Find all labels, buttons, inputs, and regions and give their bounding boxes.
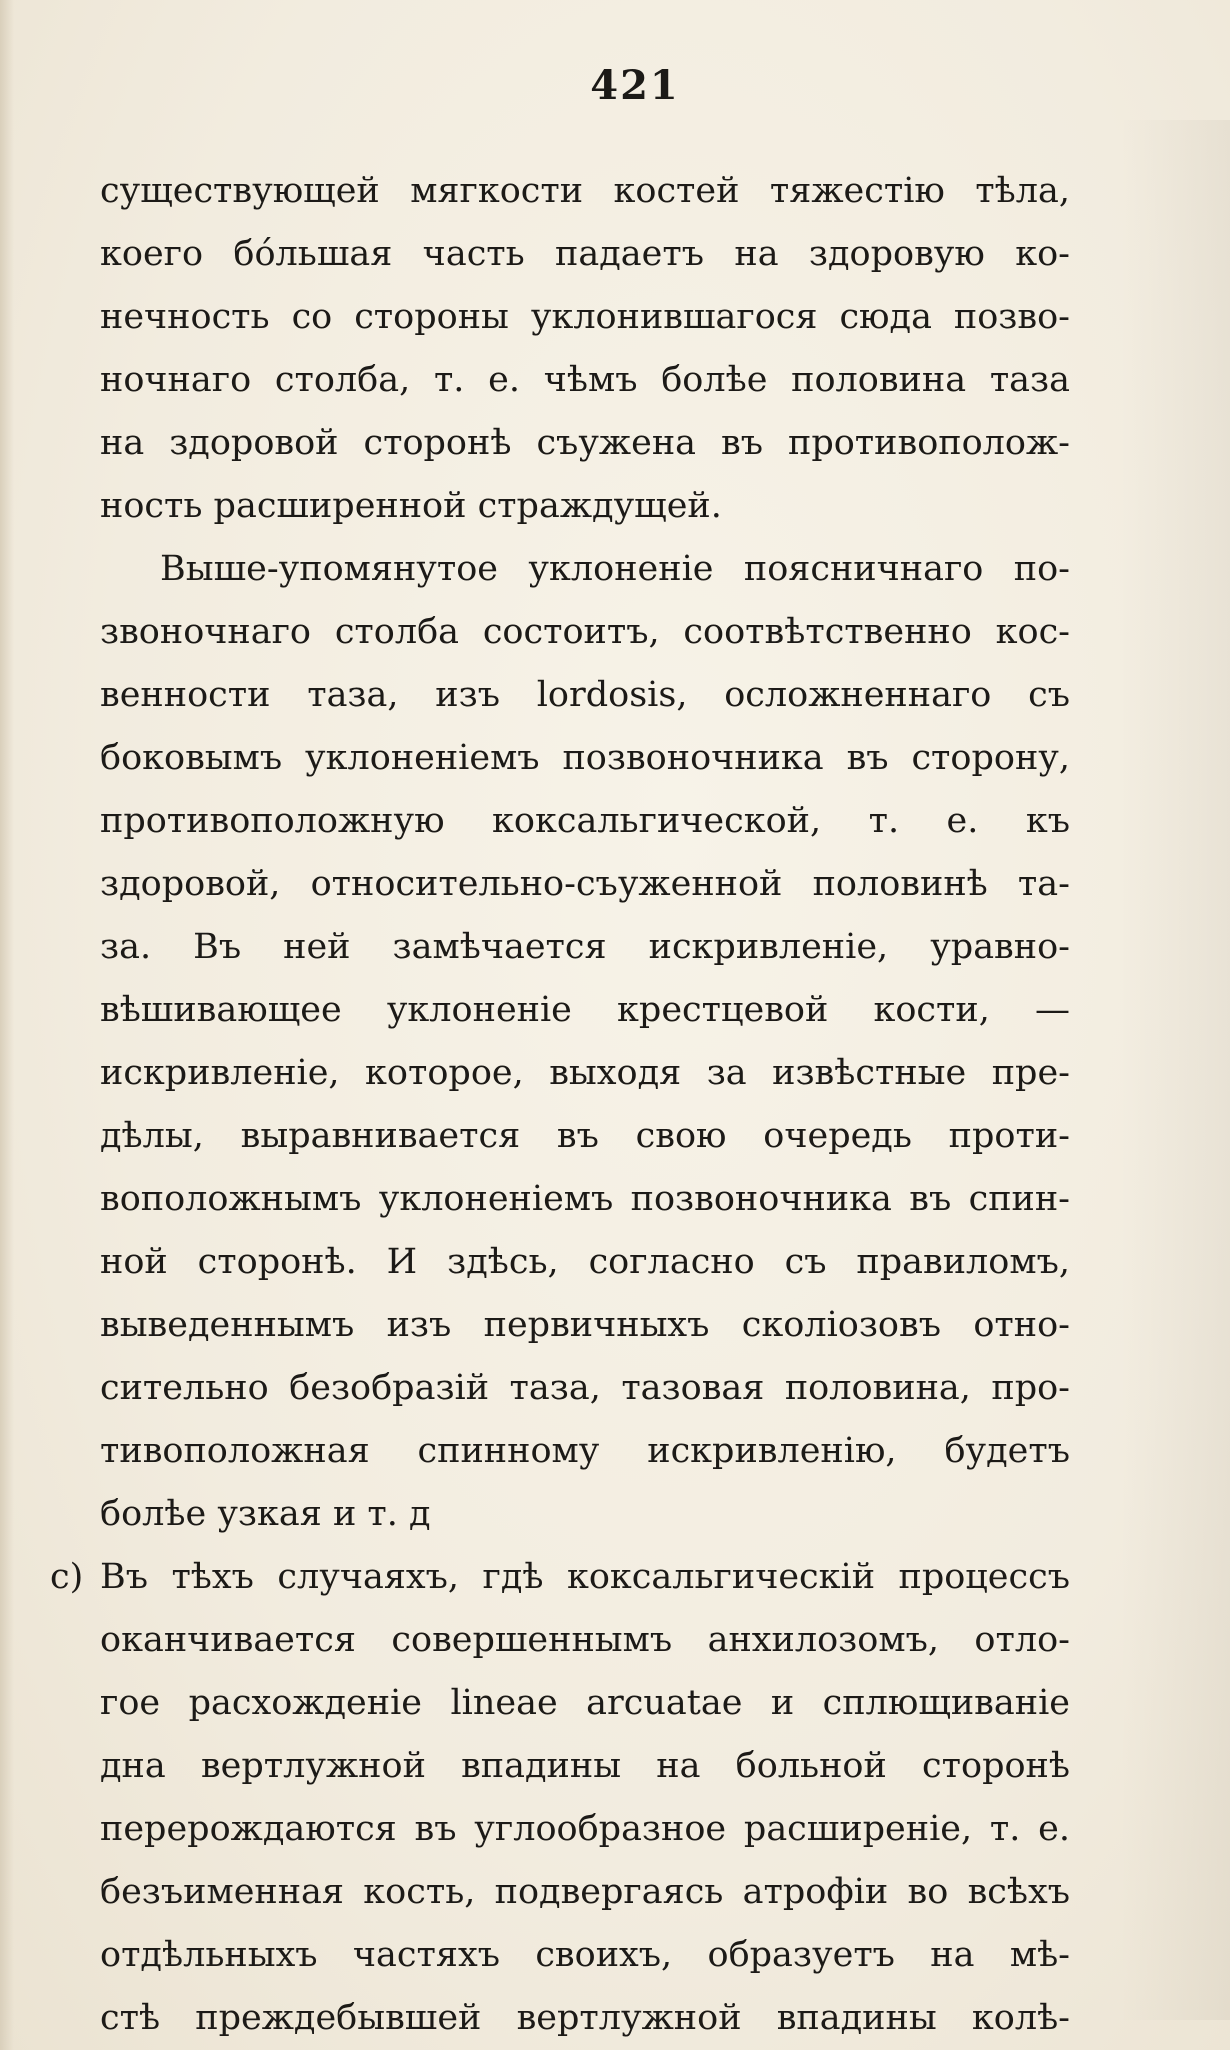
text-line: дна вертлужной впадины на больной сторонѣ bbox=[100, 1746, 1070, 1786]
text-block bbox=[50, 160, 1070, 2050]
text-line: боковымъ уклоненіемъ позвоночника въ сторону, bbox=[100, 738, 1070, 778]
list-item-c bbox=[50, 1546, 1070, 2050]
text-line: ночнаго столба, т. е. чѣмъ болѣе половина таза bbox=[100, 360, 1070, 400]
text-line: воположнымъ уклоненіемъ позвоночника въ спин- bbox=[100, 1179, 1070, 1219]
text-line: существующей мягкости костей тяжестію тѣла, bbox=[100, 171, 1070, 211]
text-line: противоположную коксальгической, т. е. къ bbox=[100, 801, 1070, 841]
text-line: дѣлы, выравнивается въ свою очередь проти- bbox=[100, 1116, 1070, 1156]
text-line: коего бо́льшая часть падаетъ на здоровую ко- bbox=[100, 234, 1070, 274]
text-line: за. Въ ней замѣчается искривленіе, уравно- bbox=[100, 927, 1070, 967]
text-line: звоночнаго столба состоитъ, соотвѣтственно кос- bbox=[100, 612, 1070, 652]
text-line: оканчивается совершеннымъ анхилозомъ, отло- bbox=[100, 1620, 1070, 1660]
text-line: на здоровой сторонѣ съужена въ противополож- bbox=[100, 423, 1070, 463]
text-line: перерождаются въ углообразное расширеніе, т. е. bbox=[100, 1809, 1070, 1849]
text-line: Выше-упомянутое уклоненіе поясничнаго по- bbox=[160, 549, 1070, 589]
text-line: отдѣльныхъ частяхъ своихъ, образуетъ на мѣ- bbox=[100, 1935, 1070, 1975]
text-line: ной сторонѣ. И здѣсь, согласно съ правиломъ, bbox=[100, 1242, 1070, 1282]
text-line: гое расхожденіе lineae arcuatae и сплющиваніе bbox=[100, 1683, 1070, 1723]
page-left-edge bbox=[0, 0, 14, 2050]
text-line: сительно безобразій таза, тазовая половина, про- bbox=[100, 1368, 1070, 1408]
text-line: ность расширенной страждущей. bbox=[100, 486, 722, 526]
text-line: здоровой, относительно-съуженной половинѣ та- bbox=[100, 864, 1070, 904]
text-line: выведеннымъ изъ первичныхъ сколіозовъ отно- bbox=[100, 1305, 1070, 1345]
text-line: безъименная кость, подвергаясь атрофіи во всѣхъ bbox=[100, 1872, 1070, 1912]
page-number: 421 bbox=[590, 62, 680, 109]
text-line: тивоположная спинному искривленію, будетъ bbox=[100, 1431, 1070, 1471]
text-line: искривленіе, которое, выходя за извѣстные пре- bbox=[100, 1053, 1070, 1093]
text-line: болѣе узкая и т. д bbox=[100, 1494, 431, 1534]
text-line: венности таза, изъ lordosis, осложненнаго съ bbox=[100, 675, 1070, 715]
text-line: вѣшивающее уклоненіе крестцевой кости, — bbox=[100, 990, 1070, 1030]
text-line: стѣ преждебывшей вертлужной впадины колѣ- bbox=[100, 1998, 1070, 2038]
text-line: Въ тѣхъ случаяхъ, гдѣ коксальгическій процессъ bbox=[100, 1557, 1070, 1597]
text-line: нечность со стороны уклонившагося сюда позво- bbox=[100, 297, 1070, 337]
list-marker: c) bbox=[50, 1557, 84, 1597]
page-show-through bbox=[1120, 120, 1230, 2020]
